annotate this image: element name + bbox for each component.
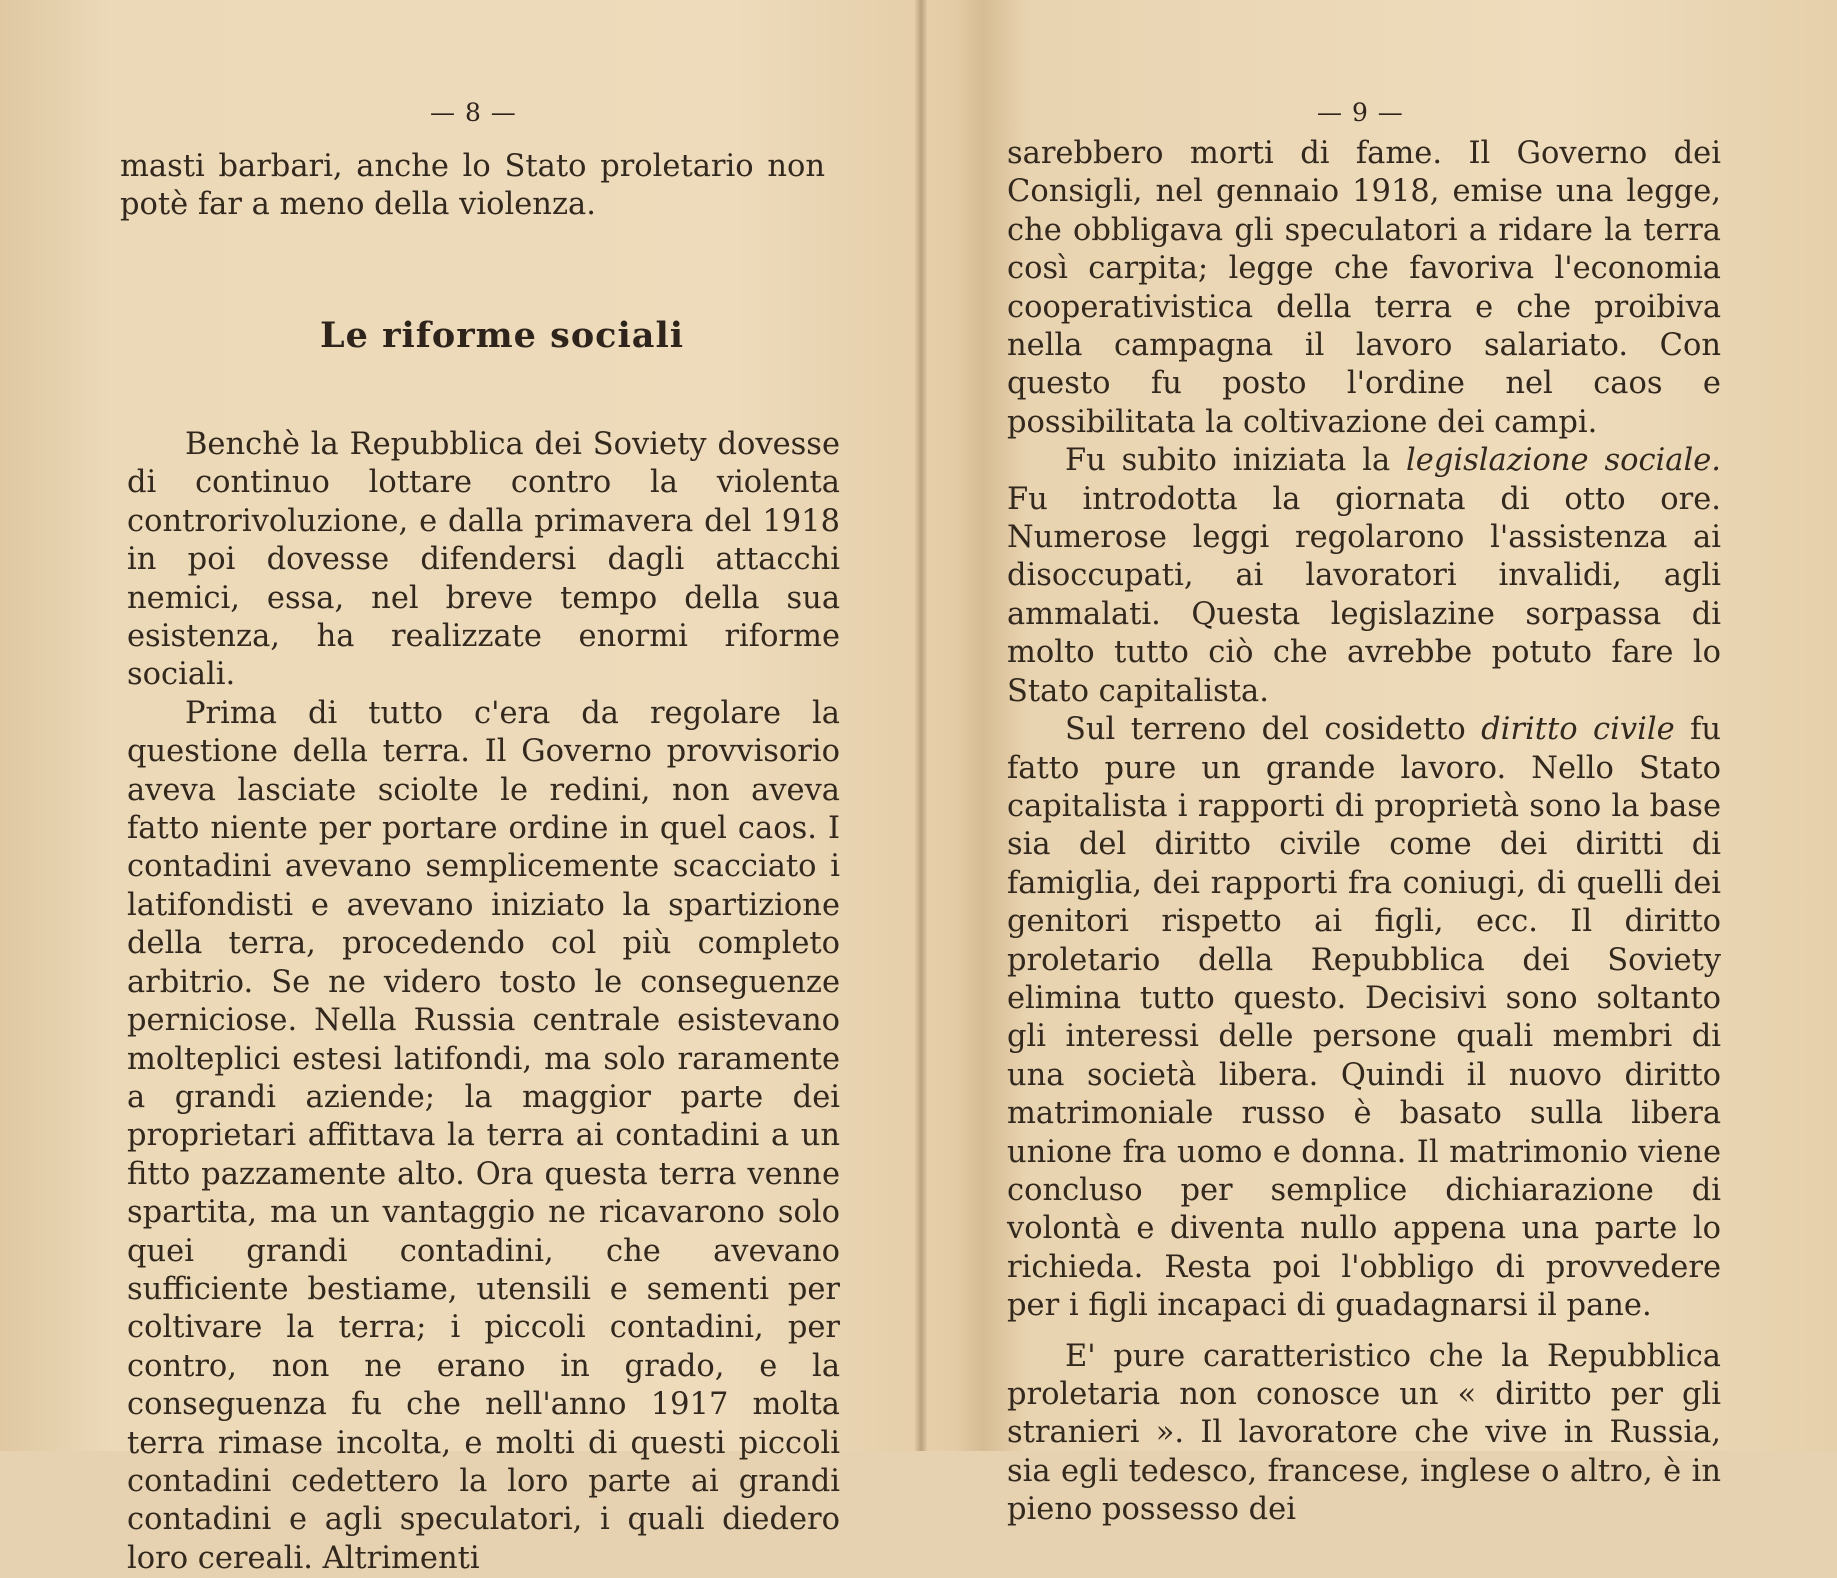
left-carryover-text [120,148,825,225]
paragraph-foreigners: E' pure caratteristico che la Repubblica proletaria non conosce un « diritto per gli stranieri ». Il lavoratore che vive in Russia, sia egli tedesco, francese, inglese o altro, è in pieno possesso dei [1007,1338,1721,1528]
left-body-text [127,426,840,1578]
carryover-paragraph: masti barbari, anche lo Stato proletario non potè far a meno della violenza. [120,149,825,223]
page-number-left: — 8 — [430,98,517,127]
carryover-paragraph: sarebbero morti di fame. Il Governo dei Consigli, nel gennaio 1918, emise una legge, che obbligava gli speculatori a ridare la terra così carpita; legge che favoriva l'economia cooperativistica della terra e che proibiva nella campagna il lavoro salariato. Con questo fu posto l'ordine nel caos e possibilitata la coltivazione dei campi. [1007,136,1721,440]
para-text: Sul terreno del cosidetto [1065,712,1466,748]
paragraph-social-legislation [1007,442,1721,711]
book-gutter [915,0,927,1451]
paragraph-1: Benchè la Repubblica dei Soviety dovesse di continuo lottare contro la violenta controrivoluzione, e dalla primavera del 1918 in poi dovesse difendersi dagli attacchi nemici, essa, nel breve tempo della sua esistenza, ha realizzate enormi riforme sociali. [127,427,840,693]
paragraph-2: Prima di tutto c'era da regolare la questione della terra. Il Governo provvisorio aveva lasciate sciolte le redini, non aveva fatto niente per portare ordine in quel caos. I contadini avevano semplicemente scacciato i latifondisti e avevano iniziato la spartizione della terra, procedendo col più completo arbitrio. Se ne videro tosto le conseguenze perniciose. Nella Russia centrale esistevano molteplici estesi latifondi, ma solo raramente a grandi aziende; la maggior parte dei proprietari affittava la terra ai contadini a un fitto pazzamente alto. Ora questa terra venne spartita, ma un vantaggio ne ricavarono solo quei grandi contadini, che avevano sufficiente bestiame, utensili e sementi per coltivare la terra; i piccoli contadini, per contro, non ne erano in grado, e la conseguenza fu che nell'anno 1917 molta terra rimase incolta, e molti di questi piccoli contadini cedettero la loro parte ai grandi contadini e agli speculatori, i quali diedero loro cereali. Altrimenti [127,695,840,1576]
left-page [0,0,915,1576]
right-body-text [1007,135,1721,1530]
section-heading: Le riforme sociali [320,315,685,356]
para-text: Fu subito iniziata la [1065,443,1391,479]
italic-term: legislazione sociale. [1406,443,1721,479]
para-text: fu fatto pure un grande lavoro. Nello Stato capitalista i rapporti di proprietà sono la base sia del diritto civile come dei diritti di famiglia, dei rapporti fra coniugi, di quelli dei genitori rispetto ai figli, ecc. Il diritto proletario della Repubblica dei Soviety elimina tutto questo. Decisivi sono soltanto gli interessi delle persone quali membri di una società libera. Quindi il nuovo diritto matrimoniale russo è basato sulla libera unione fra uomo e donna. Il matrimonio viene concluso per semplice dichiarazione di volontà e diventa nullo appena una parte lo richieda. Resta poi l'obbligo di provvedere per i figli incapaci di guadagnarsi il pane. [1007,712,1721,1324]
paragraph-civil-law [1007,711,1721,1326]
page-number-right: — 9 — [1317,98,1404,127]
para-text: Fu introdotta la giornata di otto ore. Numerose leggi regolarono l'assistenza ai disoccupati, ai lavoratori invalidi, agli ammalati. Questa legislazine sorpassa di molto tutto ciò che avrebbe potuto fare lo Stato capitalista. [1007,481,1721,709]
italic-term: diritto civile [1481,712,1675,748]
right-page [927,0,1837,1528]
